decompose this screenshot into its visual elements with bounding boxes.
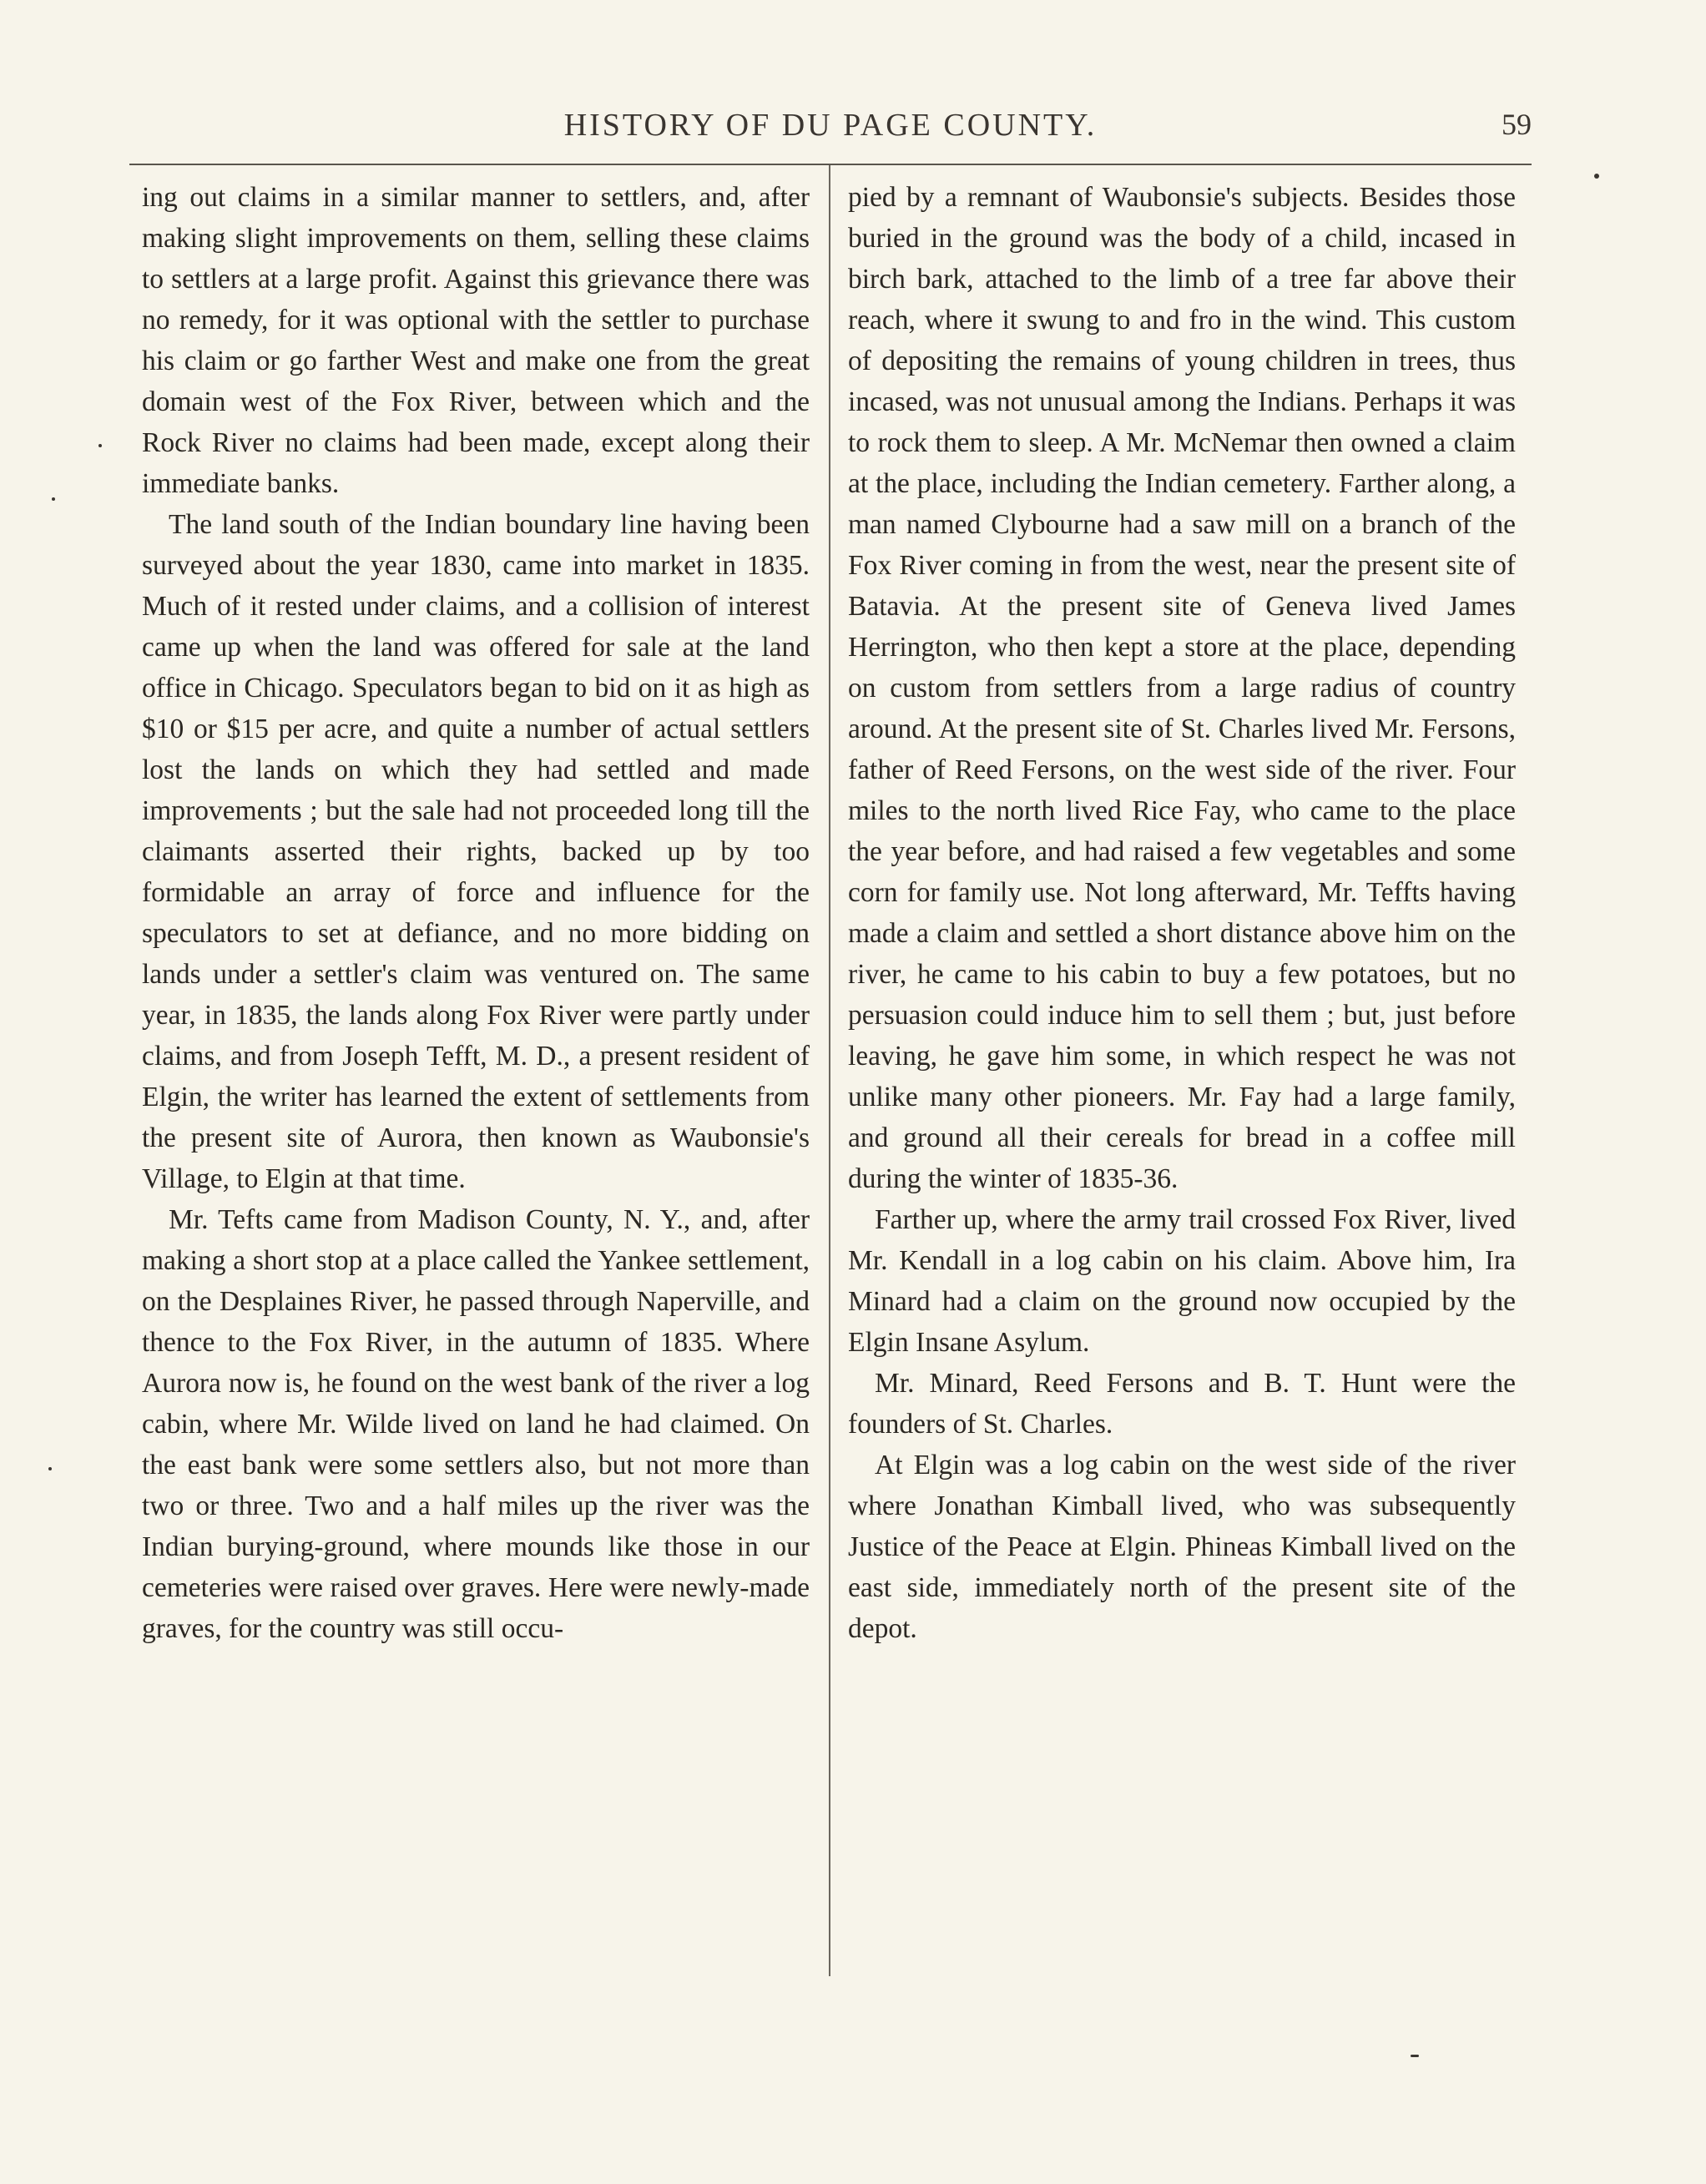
paragraph: Farther up, where the army trail crossed Fox River, lived Mr. Kendall in a log cabin on his claim. Above him, Ira Minard had a claim on the ground now occupied by the Elgin Insane Asylum. — [848, 1204, 1516, 1358]
page-speck — [52, 497, 55, 501]
paragraph: Mr. Minard, Reed Fersons and B. T. Hunt were the founders of St. Charles. — [848, 1368, 1516, 1440]
left-column — [142, 177, 810, 1649]
page-speck — [48, 1467, 52, 1470]
page-speck — [98, 444, 102, 447]
running-title: HISTORY OF DU PAGE COUNTY. — [563, 108, 1098, 143]
paragraph: ing out claims in a similar manner to settlers, and, after making slight improvements on them, selling these claims to settlers at a large profit. Against this grievance there was no remedy, for it was optional with the settler to purchase his claim or go farther West and make one from the great domain west of the Fox River, between which and the Rock River no claims had been made, except along their immediate banks. — [142, 182, 810, 499]
right-column — [848, 177, 1516, 1649]
running-head — [129, 107, 1532, 157]
header-rule — [129, 164, 1532, 165]
paragraph: At Elgin was a log cabin on the west side of the river where Jonathan Kimball lived, who was subsequently Justice of the Peace at Elgin. Phineas Kimball lived on the east side, immediately north of the present site of the depot. — [848, 1450, 1516, 1644]
page-speck — [1594, 174, 1599, 179]
paragraph: pied by a remnant of Waubonsie's subjects. Besides those buried in the ground was the body of a child, incased in birch bark, attached to the limb of a tree far above their reach, where it swung to and fro in the wind. This custom of depositing the remains of young children in trees, thus incased, was not unusual among the Indians. Perhaps it was to rock them to sleep. A Mr. McNemar then owned a claim at the place, including the Indian cemetery. Farther along, a man named Clybourne had a saw mill on a branch of the Fox River coming in from the west, near the present site of Batavia. At the present site of Geneva lived James Herrington, who then kept a store at the place, depending on custom from settlers from a large radius of country around. At the present site of St. Charles lived Mr. Fersons, father of Reed Fersons, on the west side of the river. Four miles to the north lived Rice Fay, who came to the place the year before, and had raised a few vegetables and some corn for family use. Not long afterward, Mr. Teffts having made a claim and settled a short distance above him on the river, he came to his cabin to buy a few potatoes, but no persuasion could induce him to sell them ; but, just before leaving, he gave him some, in which respect he was not unlike many other pioneers. Mr. Fay had a large family, and ground all their cereals for bread in a coffee mill during the winter of 1835-36. — [848, 182, 1516, 1194]
page-number: 59 — [1502, 108, 1532, 141]
page-speck — [1411, 2055, 1419, 2057]
paragraph: The land south of the Indian boundary line having been surveyed about the year 1830, came into market in 1835. Much of it rested under claims, and a collision of interest came up when the land was offered for sale at the land office in Chicago. Speculators began to bid on it as high as $10 or $15 per acre, and quite a number of actual settlers lost the lands on which they had settled and made improvements ; but the sale had not proceeded long till the claimants asserted their rights, backed up by too formidable an array of force and influence for the speculators to set at defiance, and no more bidding on lands under a settler's claim was ventured on. The same year, in 1835, the lands along Fox River were partly under claims, and from Joseph Tefft, M. D., a present resident of Elgin, the writer has learned the extent of settlements from the present site of Aurora, then known as Waubonsie's Village, to Elgin at that time. — [142, 509, 810, 1194]
column-divider — [829, 165, 830, 1976]
paragraph: Mr. Tefts came from Madison County, N. Y., and, after making a short stop at a place called the Yankee settlement, on the Desplaines River, he passed through Naperville, and thence to the Fox River, in the autumn of 1835. Where Aurora now is, he found on the west bank of the river a log cabin, where Mr. Wilde lived on land he had claimed. On the east bank were some settlers also, but not more than two or three. Two and a half miles up the river was the Indian burying-ground, where mounds like those in our cemeteries were raised over graves. Here were newly-made graves, for the country was still occu- — [142, 1204, 810, 1644]
